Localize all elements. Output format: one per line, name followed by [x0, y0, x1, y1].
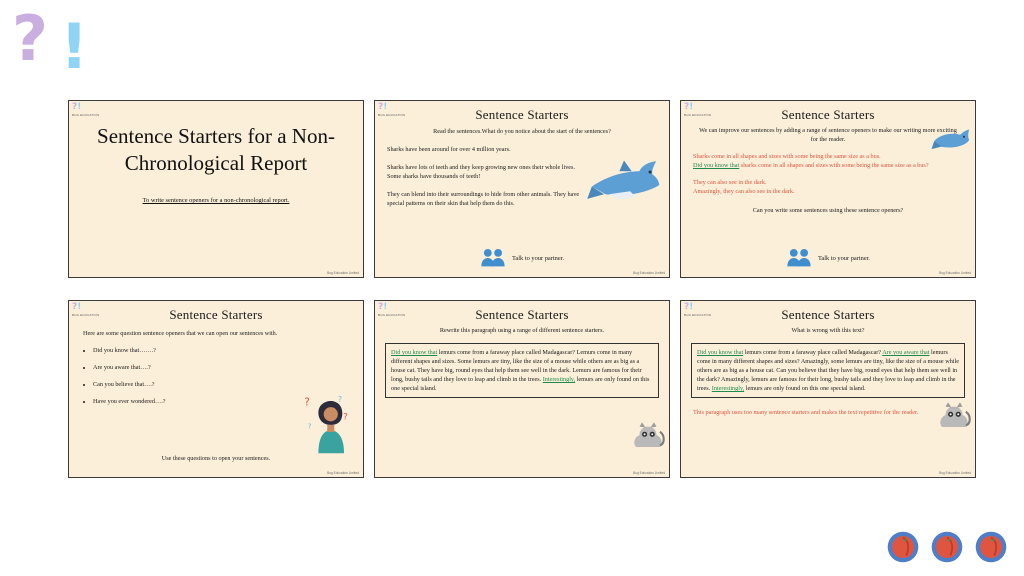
slide-heading: Sentence Starters: [475, 107, 569, 122]
talk-to-partner: [480, 247, 564, 269]
example-2-plain: They can also see in the dark.: [693, 179, 767, 186]
thinking-person-icon: [301, 393, 357, 455]
slide-logo: [378, 303, 405, 319]
slide-logo: [684, 103, 711, 119]
credit: Bug Education Limited: [633, 471, 665, 475]
list-item: • Have you ever wondered….?: [93, 397, 363, 406]
paragraph-mid-2: lemurs come in many different shapes and sizes? Amazingly, some lemurs are tiny, like the size of a mouse while others are as big as a house cat. Can you believe that they have big, round eyes that help them see well in the dark? Amazingly, lemurs are famous for their long, bushy tails and they love to leap and climb in the trees.: [697, 349, 959, 392]
sentence-opener-2: Amazingly,: [693, 188, 722, 195]
example-2-rest: they can also see in the dark.: [721, 188, 795, 195]
example-2: [681, 178, 975, 196]
question-mark-icon: ?: [684, 302, 690, 312]
credit: Bug Education Limited: [633, 271, 665, 275]
talk-label: Talk to your partner.: [511, 254, 565, 262]
list-item: • Are you aware that….?: [93, 363, 363, 372]
instruction-text: Read the sentences.What do you notice about the start of the sentences?: [433, 128, 611, 135]
sentence-opener-1: Did you know that: [697, 349, 744, 356]
talk-partners-icon: [786, 247, 812, 269]
example-1-rest: sharks come in all shapes and sizes with some being the same size as a bus?: [739, 162, 929, 169]
question-mark-icon: ?: [72, 302, 78, 312]
instruction-text: What is wrong with this text?: [791, 327, 865, 334]
slide-rewrite[interactable]: [374, 300, 670, 478]
tomato-icon: [886, 530, 920, 564]
paragraph-1: Sharks have been around for over 4 million years.: [387, 146, 511, 153]
slide-heading: Sentence Starters: [781, 307, 875, 322]
whale-icon: [931, 127, 971, 153]
example-1-plain: Sharks come in all shapes and sizes with some being the same size as a bus.: [693, 153, 881, 160]
shark-icon: [585, 159, 663, 205]
question-mark-icon: ?: [12, 2, 48, 75]
exclamation-mark-icon: !: [383, 302, 388, 312]
svg-text:?: ?: [343, 412, 348, 423]
list-item: • Did you know that…….?: [93, 346, 363, 355]
paragraph-tail: lemurs are only found on this one special island.: [744, 385, 866, 392]
instruction-text: We can improve our sentences by adding a range of sentence openers to make our writing more exciting for the reader.: [699, 127, 957, 143]
brand-text: BUG EDUCATION: [72, 113, 100, 117]
sentence-opener-1: Did you know that: [693, 162, 740, 169]
talk-label: Talk to your partner.: [817, 254, 871, 262]
credit: Bug Education Limited: [327, 471, 359, 475]
svg-text:?: ?: [337, 394, 343, 404]
instruction-text: Here are some question sentence openers that we can open our sentences with.: [83, 330, 278, 337]
slide-logo: [72, 303, 99, 319]
paragraph-box: [385, 343, 659, 398]
sentence-opener-2: Interestingly,: [542, 376, 576, 383]
sentence-opener-1: Did you know that: [391, 349, 438, 356]
sentence-opener-3: Interestingly,: [711, 385, 745, 392]
slide-improve-sentences[interactable]: [680, 100, 976, 278]
task-question: Can you write some sentences using these sentence openers?: [752, 207, 904, 214]
question-mark-icon: ?: [72, 102, 78, 112]
paragraph-2: Sharks have lots of teeth and they keep growing new ones their whole lives. Some sharks have thousands of teeth!: [387, 164, 575, 180]
slide-logo: [684, 303, 711, 319]
sentence-opener-2: Are you aware that: [882, 349, 930, 356]
exclamation-mark-icon: !: [383, 102, 388, 112]
exclamation-mark-icon: !: [689, 302, 694, 312]
brand-text: BUG EDUCATION: [684, 113, 712, 117]
slide-heading: Sentence Starters: [475, 307, 569, 322]
svg-text:?: ?: [307, 421, 312, 431]
paragraph-3: They can blend into their surroundings to hide from other animals. They have special patterns on their skin that help them do this.: [387, 191, 580, 207]
talk-to-partner: [786, 247, 870, 269]
learning-objective: To write sentence openers for a non-chronological report.: [142, 197, 290, 204]
credit: Bug Education Limited: [939, 271, 971, 275]
brand-text: BUG EDUCATION: [684, 313, 712, 317]
paragraph-body: lemurs come from a faraway place called Madagascar? Lemurs come in many different shapes and sizes. Some lemurs are tiny, like the size of a mouse while others are as big as a house cat. They have big, round eyes that help them see well in the dark. Lemurs are famous for their long, bushy tails and they love to leap and climb in the trees.: [391, 349, 642, 383]
slide-logo: [378, 103, 405, 119]
slide-heading: Sentence Starters: [169, 307, 263, 322]
brand-logo: [12, 2, 102, 83]
credit: Bug Education Limited: [327, 271, 359, 275]
lemur-icon: [631, 421, 665, 451]
tomato-icon: [930, 530, 964, 564]
exclamation-mark-icon: !: [689, 102, 694, 112]
paragraph-mid-1: lemurs come from a faraway place called Madagascar?: [743, 349, 883, 356]
brand-text: BUG EDUCATION: [378, 113, 406, 117]
svg-text:?: ?: [304, 395, 310, 409]
feedback-note: This paragraph uses too many sentence starters and makes the text repetitive for the reader.: [693, 409, 919, 416]
credit: Bug Education Limited: [939, 471, 971, 475]
example-1: [681, 152, 975, 170]
exclamation-mark-icon: !: [77, 102, 82, 112]
question-mark-icon: ?: [378, 302, 384, 312]
paragraph-tail: lemurs are only found on this one special island.: [391, 376, 650, 392]
brand-text: BUG EDUCATION: [378, 313, 406, 317]
talk-partners-icon: [480, 247, 506, 269]
slide-logo: [72, 103, 99, 119]
question-mark-icon: ?: [378, 102, 384, 112]
page-title: Sentence Starters for a Non-Chronological Report: [97, 124, 335, 175]
instruction-text: Rewrite this paragraph using a range of different sentence starters.: [439, 327, 605, 334]
bottom-decoration: [886, 530, 1008, 564]
slide-question-openers[interactable]: [68, 300, 364, 478]
brand-text: BUG EDUCATION: [72, 313, 100, 317]
list-item: • Can you believe that….?: [93, 380, 363, 389]
exclamation-mark-icon: !: [77, 302, 82, 312]
exclamation-mark-icon: !: [60, 10, 89, 83]
slide-whats-wrong[interactable]: [680, 300, 976, 478]
slide-heading: Sentence Starters: [781, 107, 875, 122]
slide-title[interactable]: [68, 100, 364, 278]
slide-read-sentences[interactable]: [374, 100, 670, 278]
footer-instruction: Use these questions to open your sentences.: [161, 455, 271, 462]
slide-grid: [68, 100, 971, 478]
paragraph-box: [691, 343, 965, 398]
question-mark-icon: ?: [684, 102, 690, 112]
tomato-icon: [974, 530, 1008, 564]
lemur-icon: [937, 401, 971, 431]
